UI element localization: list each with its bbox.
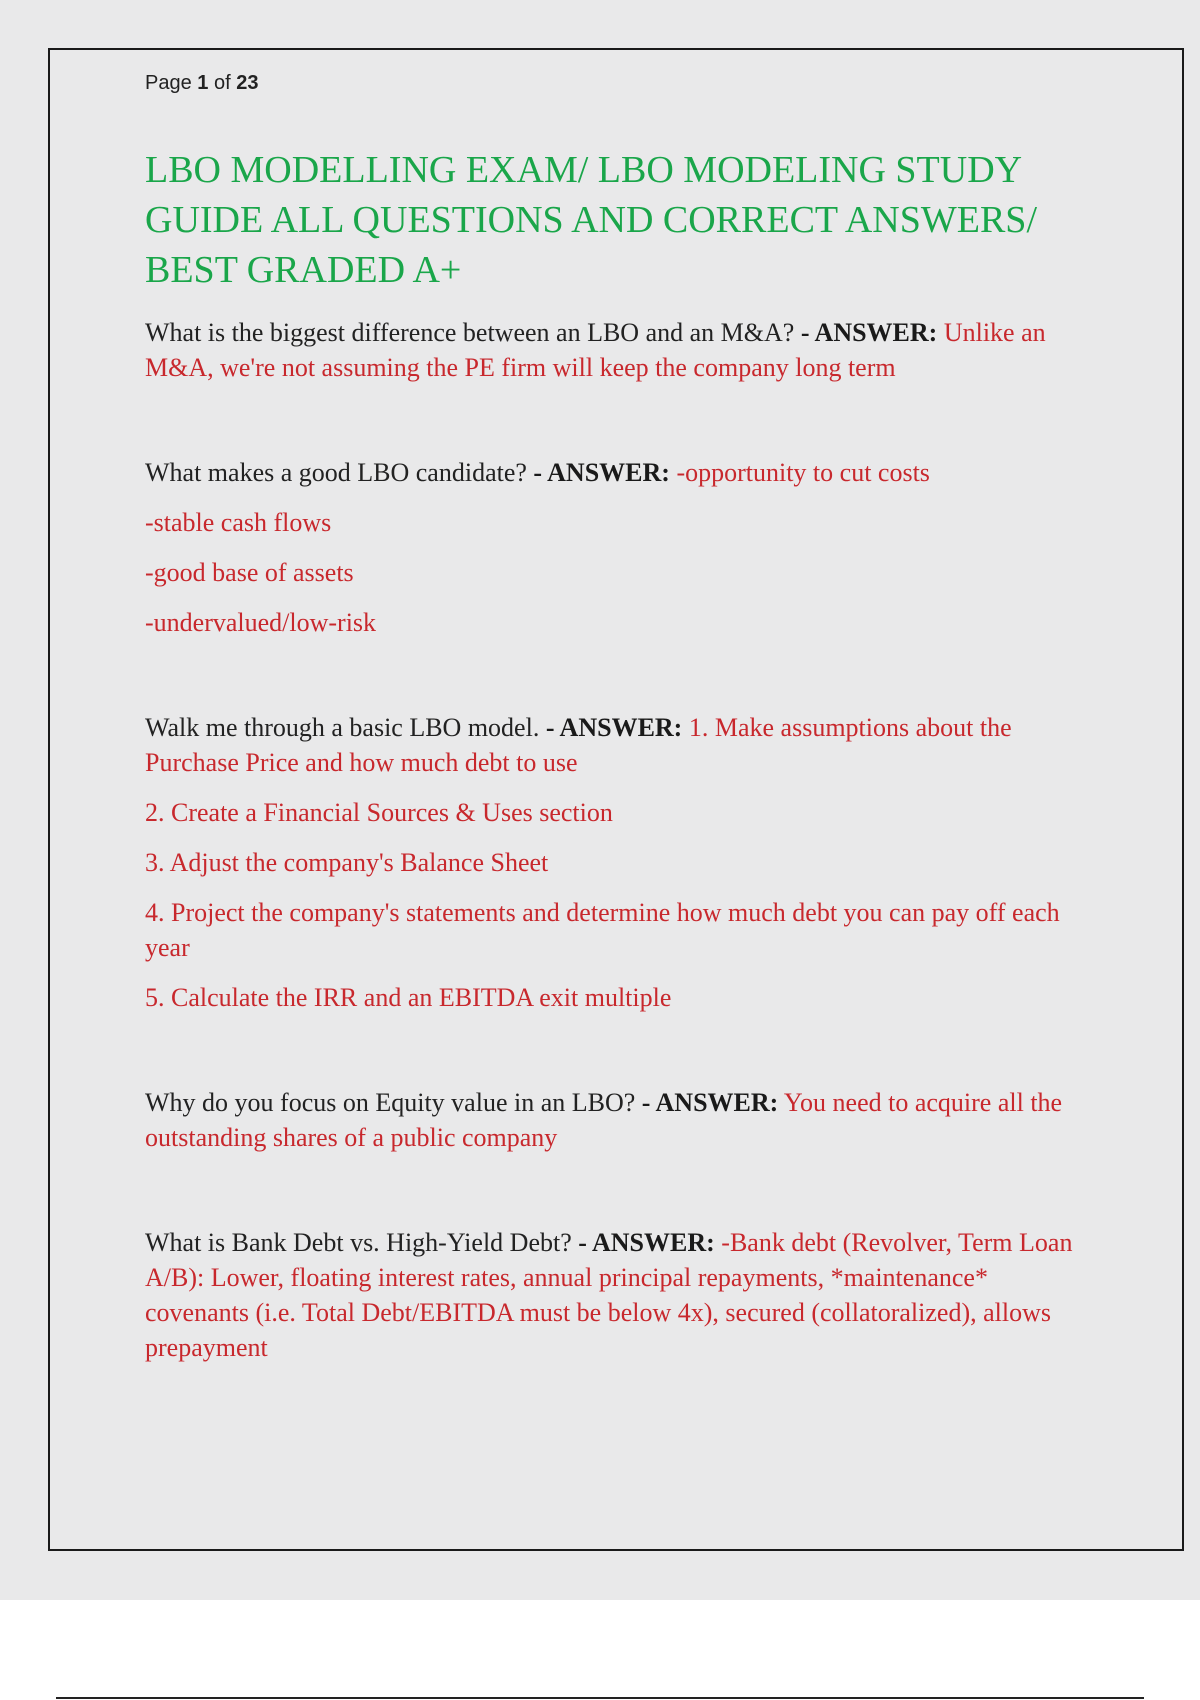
answer-keyword: - ANSWER: — [533, 458, 670, 487]
answer-list-item: -undervalued/low-risk — [145, 608, 377, 637]
question-text: What is Bank Debt vs. High-Yield Debt? — [145, 1228, 572, 1257]
answer-keyword: - ANSWER: — [641, 1088, 779, 1117]
qa-line — [145, 1085, 1085, 1155]
page-current: 1 — [197, 72, 209, 94]
answer-text: -Bank debt (Revolver, Term Loan A/B): Lower, floating interest rates, annual principal repayments, *maintenance* covenants (i.e. Total Debt/EBITDA must be below 4x), secured (collatoralized), allows prepayment — [145, 1228, 1073, 1362]
question-text: Walk me through a basic LBO model. — [145, 713, 540, 742]
document-title: LBO MODELLING EXAM/ LBO MODELING STUDY GUIDE ALL QUESTIONS AND CORRECT ANSWERS/ BEST GRADED A+ — [145, 149, 1037, 291]
question-text: What is the biggest difference between an LBO and an M&A? — [145, 318, 795, 347]
answer-text: You need to acquire all the outstanding shares of a public company — [145, 1088, 1063, 1152]
answer-text: Unlike an M&A, we're not assuming the PE firm will keep the company long term — [145, 318, 1046, 382]
qa-block-bank-vs-high-yield — [145, 1225, 1085, 1365]
answer-text: 1. Make assumptions about the Purchase Price and how much debt to use — [145, 713, 1012, 777]
answer-list-item: -stable cash flows — [145, 508, 332, 537]
answer-keyword: - ANSWER: — [545, 713, 683, 742]
answer-keyword: - ANSWER: — [578, 1228, 715, 1257]
page-label: Page — [145, 72, 192, 94]
page-number — [145, 72, 258, 95]
qa-block-lbo-vs-ma — [145, 315, 1085, 385]
qa-line — [145, 710, 1085, 780]
qa-block-equity-value — [145, 1085, 1085, 1155]
answer-list-item: 2. Create a Financial Sources & Uses section — [145, 798, 613, 827]
qa-line — [145, 1225, 1085, 1365]
document-body — [145, 145, 1085, 1365]
answer-list-item: 5. Calculate the IRR and an EBITDA exit multiple — [145, 983, 672, 1012]
page-total: 23 — [236, 72, 259, 94]
answer-list-item: -good base of assets — [145, 558, 354, 587]
answer-list-item: 3. Adjust the company's Balance Sheet — [145, 848, 549, 877]
answer-text: -opportunity to cut costs — [676, 458, 930, 487]
qa-line — [145, 315, 1085, 385]
footer-rule — [56, 1697, 1144, 1699]
qa-line — [145, 455, 1085, 490]
answer-list-item: 4. Project the company's statements and determine how much debt you can pay off each year — [145, 898, 1060, 962]
question-text: Why do you focus on Equity value in an LBO? — [145, 1088, 636, 1117]
page-of: of — [213, 72, 231, 94]
answer-keyword: - ANSWER: — [800, 318, 938, 347]
question-text: What makes a good LBO candidate? — [145, 458, 527, 487]
qa-block-basic-model — [145, 710, 1085, 1015]
qa-block-good-candidate — [145, 455, 1085, 640]
